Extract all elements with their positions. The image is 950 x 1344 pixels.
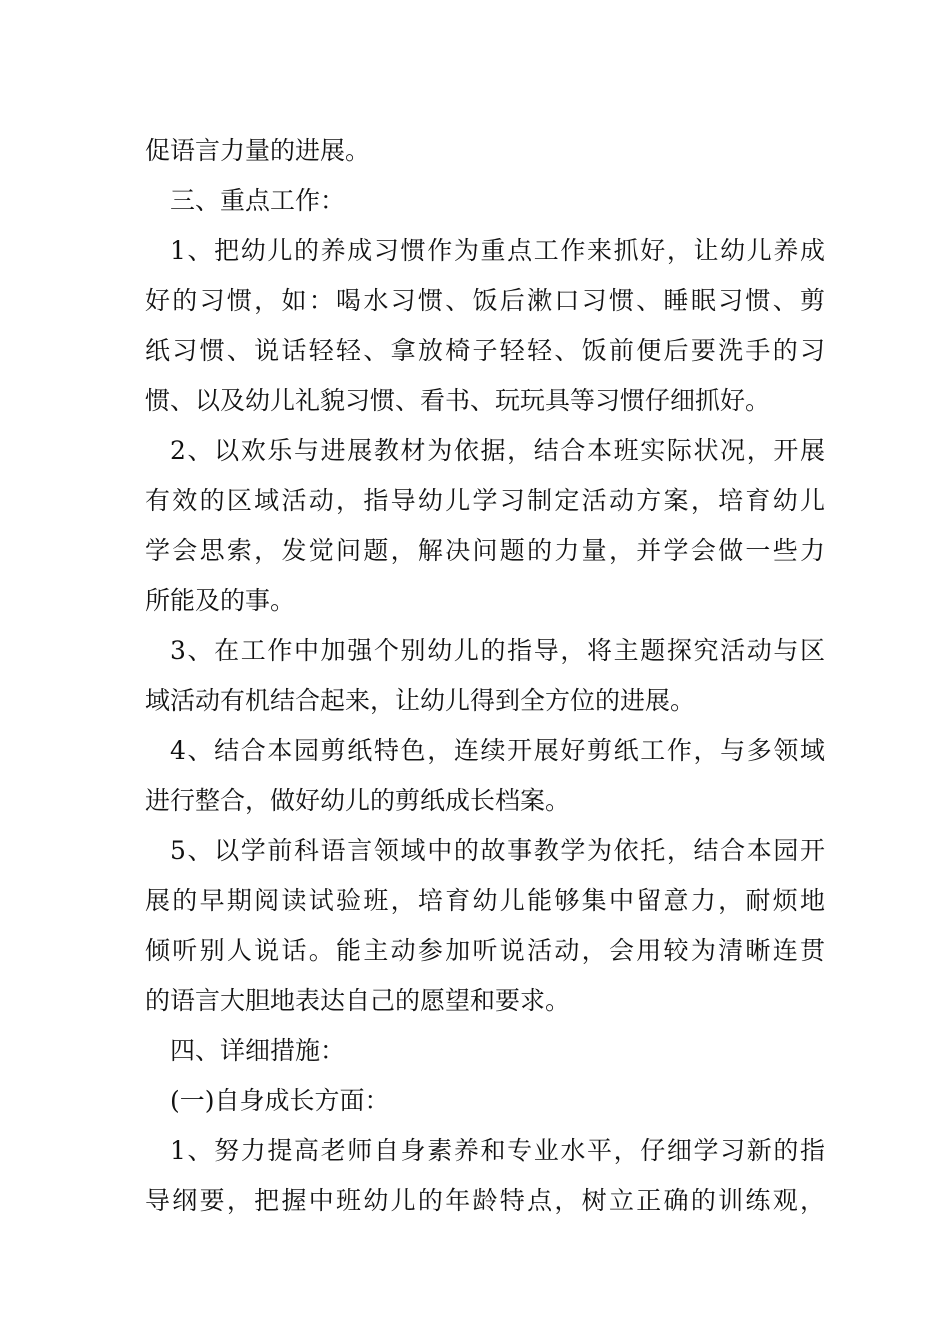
text-line: 进行整合，做好幼儿的剪纸成长档案。 [145,786,571,815]
text-line: 3、在工作中加强个别幼儿的指导，将主题探究活动与区 [170,636,825,665]
subsection-heading: (一)自身成长方面： [170,1086,390,1115]
text-line: 好的习惯，如：喝水习惯、饭后漱口习惯、睡眠习惯、剪 [145,286,825,315]
text-line: 有效的区域活动，指导幼儿学习制定活动方案，培育幼儿 [145,486,825,515]
text-line: 惯、以及幼儿礼貌习惯、看书、玩玩具等习惯仔细抓好。 [145,386,771,415]
text-line: 4、结合本园剪纸特色，连续开展好剪纸工作，与多领域 [170,736,825,765]
text-line: 域活动有机结合起来，让幼儿得到全方位的进展。 [145,686,696,715]
section-heading: 三、重点工作： [170,186,346,215]
text-line: 促语言力量的进展。 [145,136,371,165]
text-line: 纸习惯、说话轻轻、拿放椅子轻轻、饭前便后要洗手的习 [145,336,825,365]
section-heading: 四、详细措施： [170,1036,346,1065]
text-line: 1、努力提高老师自身素养和专业水平，仔细学习新的指 [170,1136,825,1165]
text-line: 展的早期阅读试验班，培育幼儿能够集中留意力，耐烦地 [145,886,825,915]
text-line: 所能及的事。 [145,586,296,615]
text-line: 导纲要，把握中班幼儿的年龄特点，树立正确的训练观， [145,1186,825,1215]
text-line: 学会思索，发觉问题，解决问题的力量，并学会做一些力 [145,536,825,565]
text-line: 5、以学前科语言领域中的故事教学为依托，结合本园开 [170,836,825,865]
text-line: 倾听别人说话。能主动参加听说活动，会用较为清晰连贯 [145,936,825,965]
text-line: 2、以欢乐与进展教材为依据，结合本班实际状况，开展 [170,436,825,465]
text-line: 的语言大胆地表达自己的愿望和要求。 [145,986,571,1015]
text-line: 1、把幼儿的养成习惯作为重点工作来抓好，让幼儿养成 [170,236,825,265]
